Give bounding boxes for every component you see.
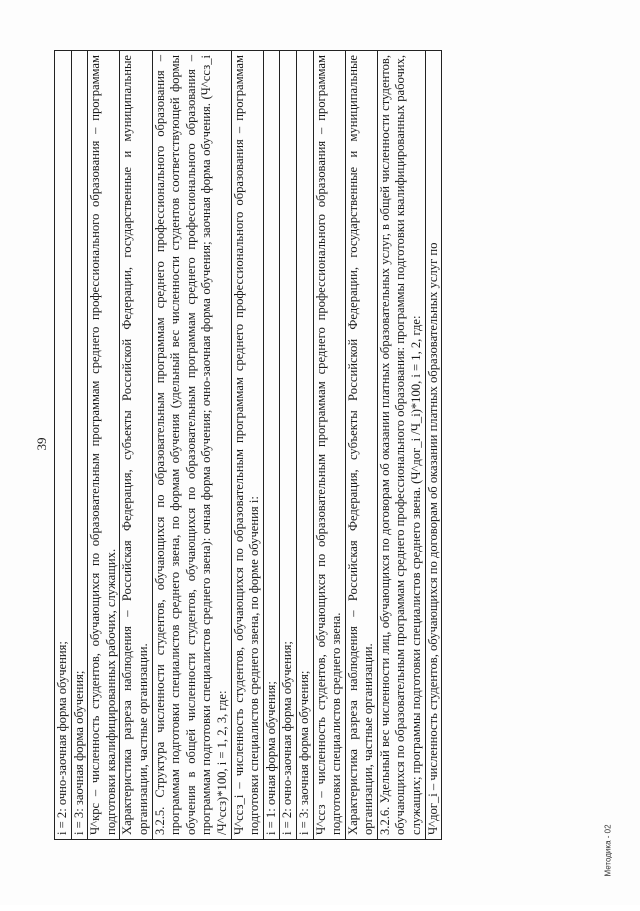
table-row <box>88 51 120 840</box>
table-row <box>296 51 313 840</box>
table-cell: Ч^дог_i – численность студентов, обучающихся по договорам об оказании платных образовательных услуг по <box>425 51 442 840</box>
table-cell: i = 3: заочная форма обучения; <box>296 51 313 840</box>
table-row <box>152 51 231 840</box>
table-row <box>377 51 425 840</box>
table-row <box>120 51 152 840</box>
table-row <box>345 51 377 840</box>
table-row <box>55 51 72 840</box>
table-cell: 3.2.6. Удельный вес численности лиц, обучающихся по договорам об оказании платных образовательных услуг, в общей численности студентов, обучающихся по образовательным программам среднего профессионального образования: программы подготовки квалифицированных рабочих, служащих; программы подготовки специалистов среднего звена. (Ч^дог_i /Ч_i)*100, i = 1, 2, где: <box>377 51 425 840</box>
table-cell: i = 1: очная форма обучения; <box>263 51 280 840</box>
table-cell: i = 3: заочная форма обучения; <box>71 51 88 840</box>
table-row <box>71 51 88 840</box>
page-number: 39 <box>34 437 49 451</box>
table-cell: Ч^крс – численность студентов, обучающихся по образовательным программам среднего профессионального образования – программам подготовки квалифицированных рабочих, служащих. <box>88 51 120 840</box>
table-row <box>280 51 297 840</box>
table-row <box>313 51 345 840</box>
footer-label: Методика - 02 <box>603 824 613 877</box>
table-cell: i = 2: очно-заочная форма обучения; <box>55 51 72 840</box>
table-cell: Характеристика разреза наблюдения – Российская Федерация, субъекты Российской Федерации, государственные и муниципальные организации, частные организации. <box>120 51 152 840</box>
table-cell: 3.2.5. Структура численности студентов, обучающихся по образовательным программам среднего профессионального образования – программам подготовки специалистов среднего звена, по формам обучения (удельный вес численности студентов соответствующей формы обучения в общей численности студентов, обучающихся по образовательным программам среднего профессионального образования – программам подготовки специалистов среднего звена): очная форма обучения; очно-заочная форма обучения; заочная форма обучения. (Ч^ссз_i /Ч^ссз)*100, i = 1, 2, 3, где: <box>152 51 231 840</box>
table-row <box>425 51 442 840</box>
table-cell: Ч^ссз – численность студентов, обучающихся по образовательным программам среднего профессионального образования – программам подготовки специалистов среднего звена. <box>313 51 345 840</box>
table-row <box>263 51 280 840</box>
rotated-table-wrapper <box>54 50 542 840</box>
table-cell: Ч^ссз_i – численность студентов, обучающихся по образовательным программам среднего профессионального образования – программам подготовки специалистов среднего звена, по форме обучения i: <box>231 51 263 840</box>
methodology-table <box>54 50 442 840</box>
table-cell: i = 2: очно-заочная форма обучения; <box>280 51 297 840</box>
table-cell: Характеристика разреза наблюдения – Российская Федерация, субъекты Российской Федерации, государственные и муниципальные организации, частные организации. <box>345 51 377 840</box>
table-row <box>231 51 263 840</box>
